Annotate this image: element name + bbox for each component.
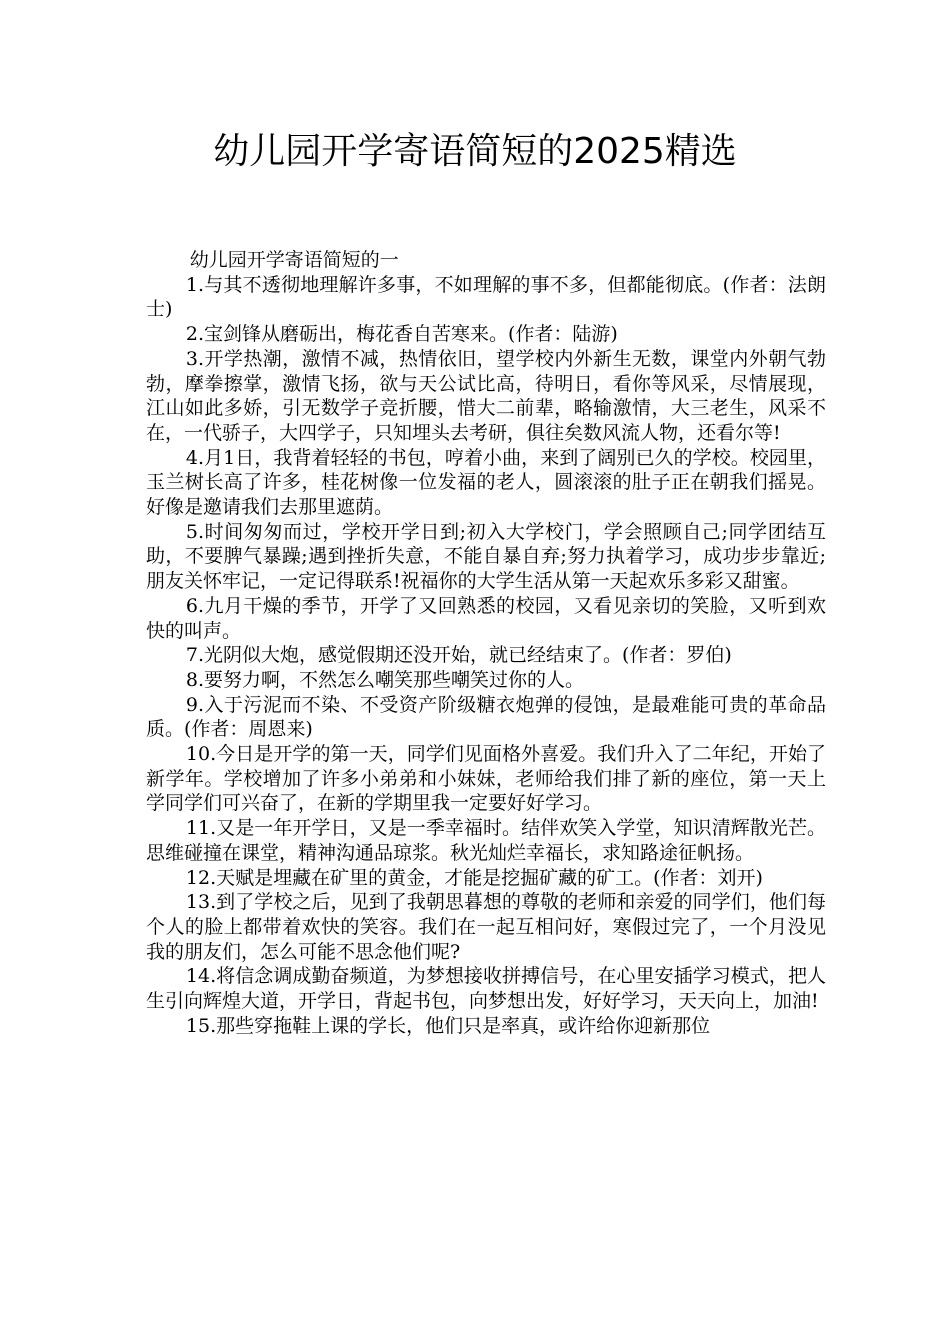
document-title: 幼儿园开学寄语简短的2025精选 — [213, 131, 737, 172]
paragraph-4: 4.月1日，我背着轻轻的书包，哼着小曲，来到了阔别已久的学校。校园里，玉兰树长高了许多，桂花树像一位发福的老人，圆滚滚的肚子正在朝我们摇晃。好像是邀请我们去那里遮荫。 — [146, 446, 826, 519]
paragraph-9: 9.入于污泥而不染、不受资产阶级糖衣炮弹的侵蚀，是最难能可贵的革命品质。(作者：周恩来) — [146, 693, 826, 741]
paragraph-15: 15.那些穿拖鞋上课的学长，他们只是率真，或许给你迎新那位 — [185, 1014, 711, 1037]
paragraph-6: 6.九月干燥的季节，开学了又回熟悉的校园，又看见亲切的笑脸，又听到欢快的叫声。 — [146, 594, 826, 642]
paragraph-11: 11.又是一年开学日，又是一季幸福时。结伴欢笑入学堂，知识清辉散光芒。思维碰撞在课堂，精神沟通品琼浆。秋光灿烂幸福长，求知路途征帆扬。 — [146, 817, 826, 864]
paragraph-13: 13.到了学校之后，见到了我朝思暮想的尊敬的老师和亲爱的同学们，他们每个人的脸上都带着欢快的笑容。我们在一起互相问好，寒假过完了，一个月没见我的朋友们，怎么可能不思念他们呢? — [146, 891, 826, 963]
paragraph-12: 12.天赋是埋藏在矿里的黄金，才能是挖掘矿藏的矿工。(作者：刘开) — [185, 866, 763, 889]
paragraph-1: 1.与其不透彻地理解许多事，不如理解的事不多，但都能彻底。(作者：法朗士) — [146, 273, 826, 321]
paragraph-7: 7.光阴似大炮，感觉假期还没开始，就已经结束了。(作者：罗伯) — [185, 644, 732, 667]
section-heading: 幼儿园开学寄语简短的一 — [189, 249, 399, 271]
paragraph-3: 3.开学热潮，激情不减，热情依旧，望学校内外新生无数，课堂内外朝气勃勃，摩拳擦掌，激情飞扬，欲与天公试比高，待明日，看你等风采，尽情展现，江山如此多娇，引无数学子竞折腰，惜大二前辈，略输激情，大三老生，风采不在，一代骄子，大四学子，只知埋头去考研，俱往矣数风流人物，还看尔等! — [146, 347, 826, 444]
document-body — [146, 248, 826, 1039]
paragraph-2: 2.宝剑锋从磨砺出，梅花香自苦寒来。(作者：陆游) — [185, 323, 618, 346]
paragraph-10: 10.今日是开学的第一天，同学们见面格外喜爱。我们升入了二年纪，开始了新学年。学校增加了许多小弟弟和小妹妹，老师给我们排了新的座位，第一天上学同学们可兴奋了，在新的学期里我一定要好好学习。 — [146, 743, 826, 815]
paragraph-14: 14.将信念调成勤奋频道，为梦想接收拼搏信号，在心里安插学习模式，把人生引向辉煌大道，开学日，背起书包，向梦想出发，好好学习，天天向上，加油! — [146, 965, 826, 1013]
paragraph-8: 8.要努力啊，不然怎么嘲笑那些嘲笑过你的人。 — [185, 668, 585, 691]
paragraph-5: 5.时间匆匆而过，学校开学日到;初入大学校门，学会照顾自己;同学团结互助，不要脾气暴躁;遇到挫折失意，不能自暴自弃;努力执着学习，成功步步靠近;朋友关怀牢记，一定记得联系!祝福你的大学生活从第一天起欢乐多彩又甜蜜。 — [146, 520, 826, 593]
